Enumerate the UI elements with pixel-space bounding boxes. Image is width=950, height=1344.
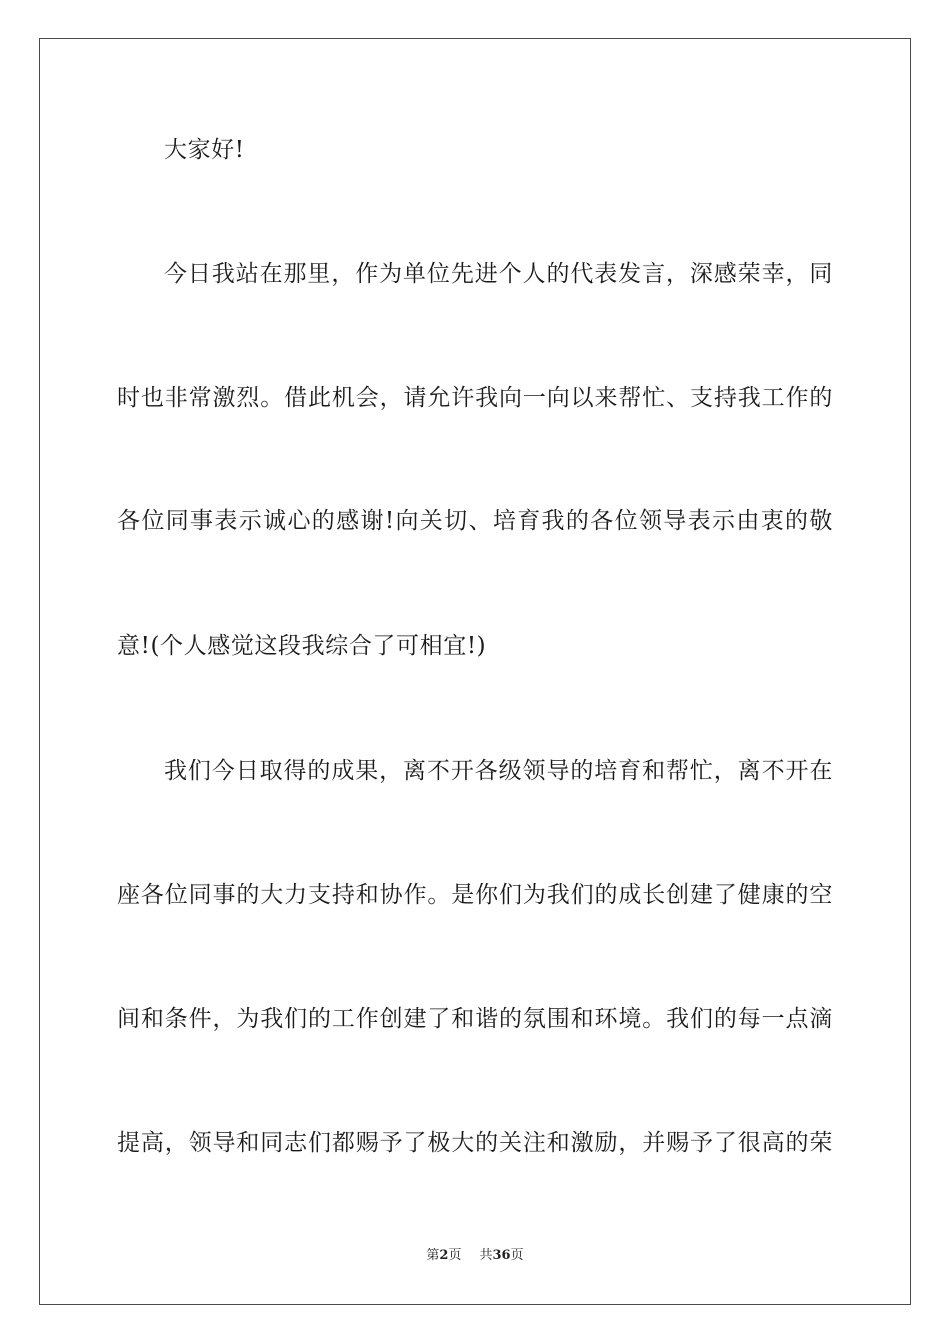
greeting-line: 大家好! bbox=[164, 137, 245, 163]
text-line: 意!(个人感觉这段我综合了可相宜!) bbox=[117, 633, 487, 659]
text-line: 今日我站在那里，作为单位先进个人的代表发言，深感荣幸，同 bbox=[164, 261, 833, 287]
total-pages: 36 bbox=[492, 1248, 511, 1263]
page-footer bbox=[0, 1247, 950, 1265]
page-border bbox=[39, 38, 911, 1305]
text-line: 间和条件，为我们的工作创建了和谐的氛围和环境。我们的每一点滴 bbox=[117, 1006, 833, 1032]
text-line: 我们今日取得的成果，离不开各级领导的培育和帮忙，离不开在 bbox=[164, 758, 833, 784]
text-line: 各位同事表示诚心的感谢!向关切、培育我的各位领导表示由衷的敬 bbox=[117, 508, 833, 534]
text-line: 提高，领导和同志们都赐予了极大的关注和激励，并赐予了很高的荣 bbox=[117, 1130, 833, 1156]
page-label-suffix: 页 bbox=[448, 1248, 462, 1263]
text-line: 时也非常激烈。借此机会，请允许我向一向以来帮忙、支持我工作的 bbox=[117, 385, 833, 411]
text-line: 座各位同事的大力支持和协作。是你们为我们的成长创建了健康的空 bbox=[117, 882, 833, 908]
total-label-suffix: 页 bbox=[510, 1248, 524, 1263]
total-label-prefix: 共 bbox=[479, 1248, 493, 1263]
page-label-prefix: 第 bbox=[426, 1248, 440, 1263]
page-number: 2 bbox=[439, 1248, 449, 1263]
